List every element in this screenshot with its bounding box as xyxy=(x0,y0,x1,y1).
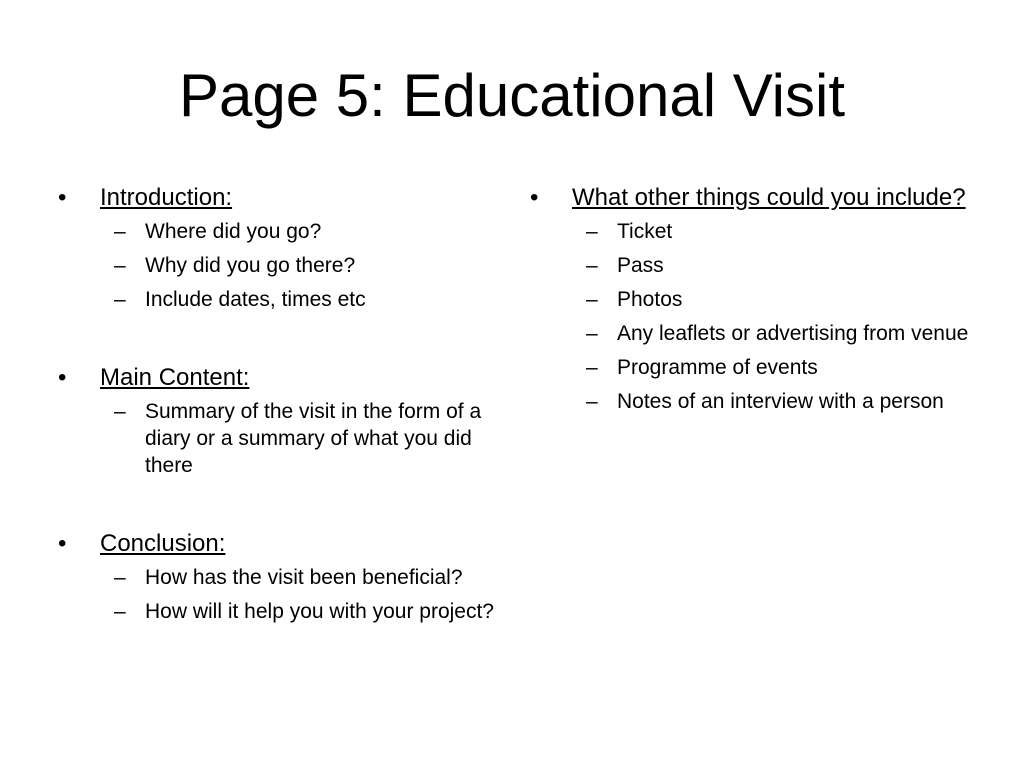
dash-icon: – xyxy=(586,390,598,413)
list-item-text: Ticket xyxy=(617,220,673,243)
bullet-conclusion xyxy=(58,529,498,558)
sub-list xyxy=(58,564,498,625)
sub-list xyxy=(58,398,498,479)
list-item-text: Programme of events xyxy=(617,356,818,379)
section-conclusion xyxy=(58,529,498,625)
dash-icon: – xyxy=(586,356,598,379)
list-item xyxy=(530,252,970,279)
bullet-other-things xyxy=(530,183,970,212)
dash-icon: – xyxy=(114,288,126,311)
dash-icon: – xyxy=(114,220,126,243)
section-introduction xyxy=(58,183,498,313)
section-other-things xyxy=(530,183,970,415)
right-column xyxy=(530,183,970,422)
list-item-text: Why did you go there? xyxy=(145,254,356,277)
bullet-icon: • xyxy=(530,184,539,211)
list-item xyxy=(530,286,970,313)
list-item xyxy=(58,564,498,591)
dash-icon: – xyxy=(114,566,126,589)
section-heading: Main Content: xyxy=(100,364,250,391)
list-item-text: Notes of an interview with a person xyxy=(617,390,944,413)
list-item-text: Summary of the visit in the form of a diary or a summary of what you did there xyxy=(145,400,482,477)
list-item xyxy=(530,388,970,415)
sub-list xyxy=(530,218,970,415)
list-item xyxy=(58,252,498,279)
list-item xyxy=(530,218,970,245)
list-item-text: How will it help you with your project? xyxy=(145,600,494,623)
section-heading: What other things could you include? xyxy=(572,184,966,211)
dash-icon: – xyxy=(586,322,598,345)
bullet-introduction xyxy=(58,183,498,212)
dash-icon: – xyxy=(586,254,598,277)
list-item xyxy=(58,398,498,479)
left-column xyxy=(58,183,498,632)
list-item-text: Include dates, times etc xyxy=(145,288,366,311)
list-item-text: Photos xyxy=(617,288,683,311)
dash-icon: – xyxy=(586,288,598,311)
list-item-text: Pass xyxy=(617,254,664,277)
list-item xyxy=(530,354,970,381)
dash-icon: – xyxy=(586,220,598,243)
bullet-main-content xyxy=(58,363,498,392)
slide-title: Page 5: Educational Visit xyxy=(178,62,845,129)
list-item xyxy=(58,598,498,625)
bullet-icon: • xyxy=(58,184,67,211)
list-item-text: Where did you go? xyxy=(145,220,322,243)
bullet-icon: • xyxy=(58,530,67,557)
list-item xyxy=(58,218,498,245)
dash-icon: – xyxy=(114,400,126,423)
list-item-text: Any leaflets or advertising from venue xyxy=(617,322,969,345)
list-item xyxy=(58,286,498,313)
section-heading: Conclusion: xyxy=(100,530,226,557)
sub-list xyxy=(58,218,498,313)
dash-icon: – xyxy=(114,600,126,623)
section-heading: Introduction: xyxy=(100,184,233,211)
bullet-icon: • xyxy=(58,364,67,391)
dash-icon: – xyxy=(114,254,126,277)
list-item xyxy=(530,320,970,347)
list-item-text: How has the visit been beneficial? xyxy=(145,566,463,589)
section-main-content xyxy=(58,363,498,479)
